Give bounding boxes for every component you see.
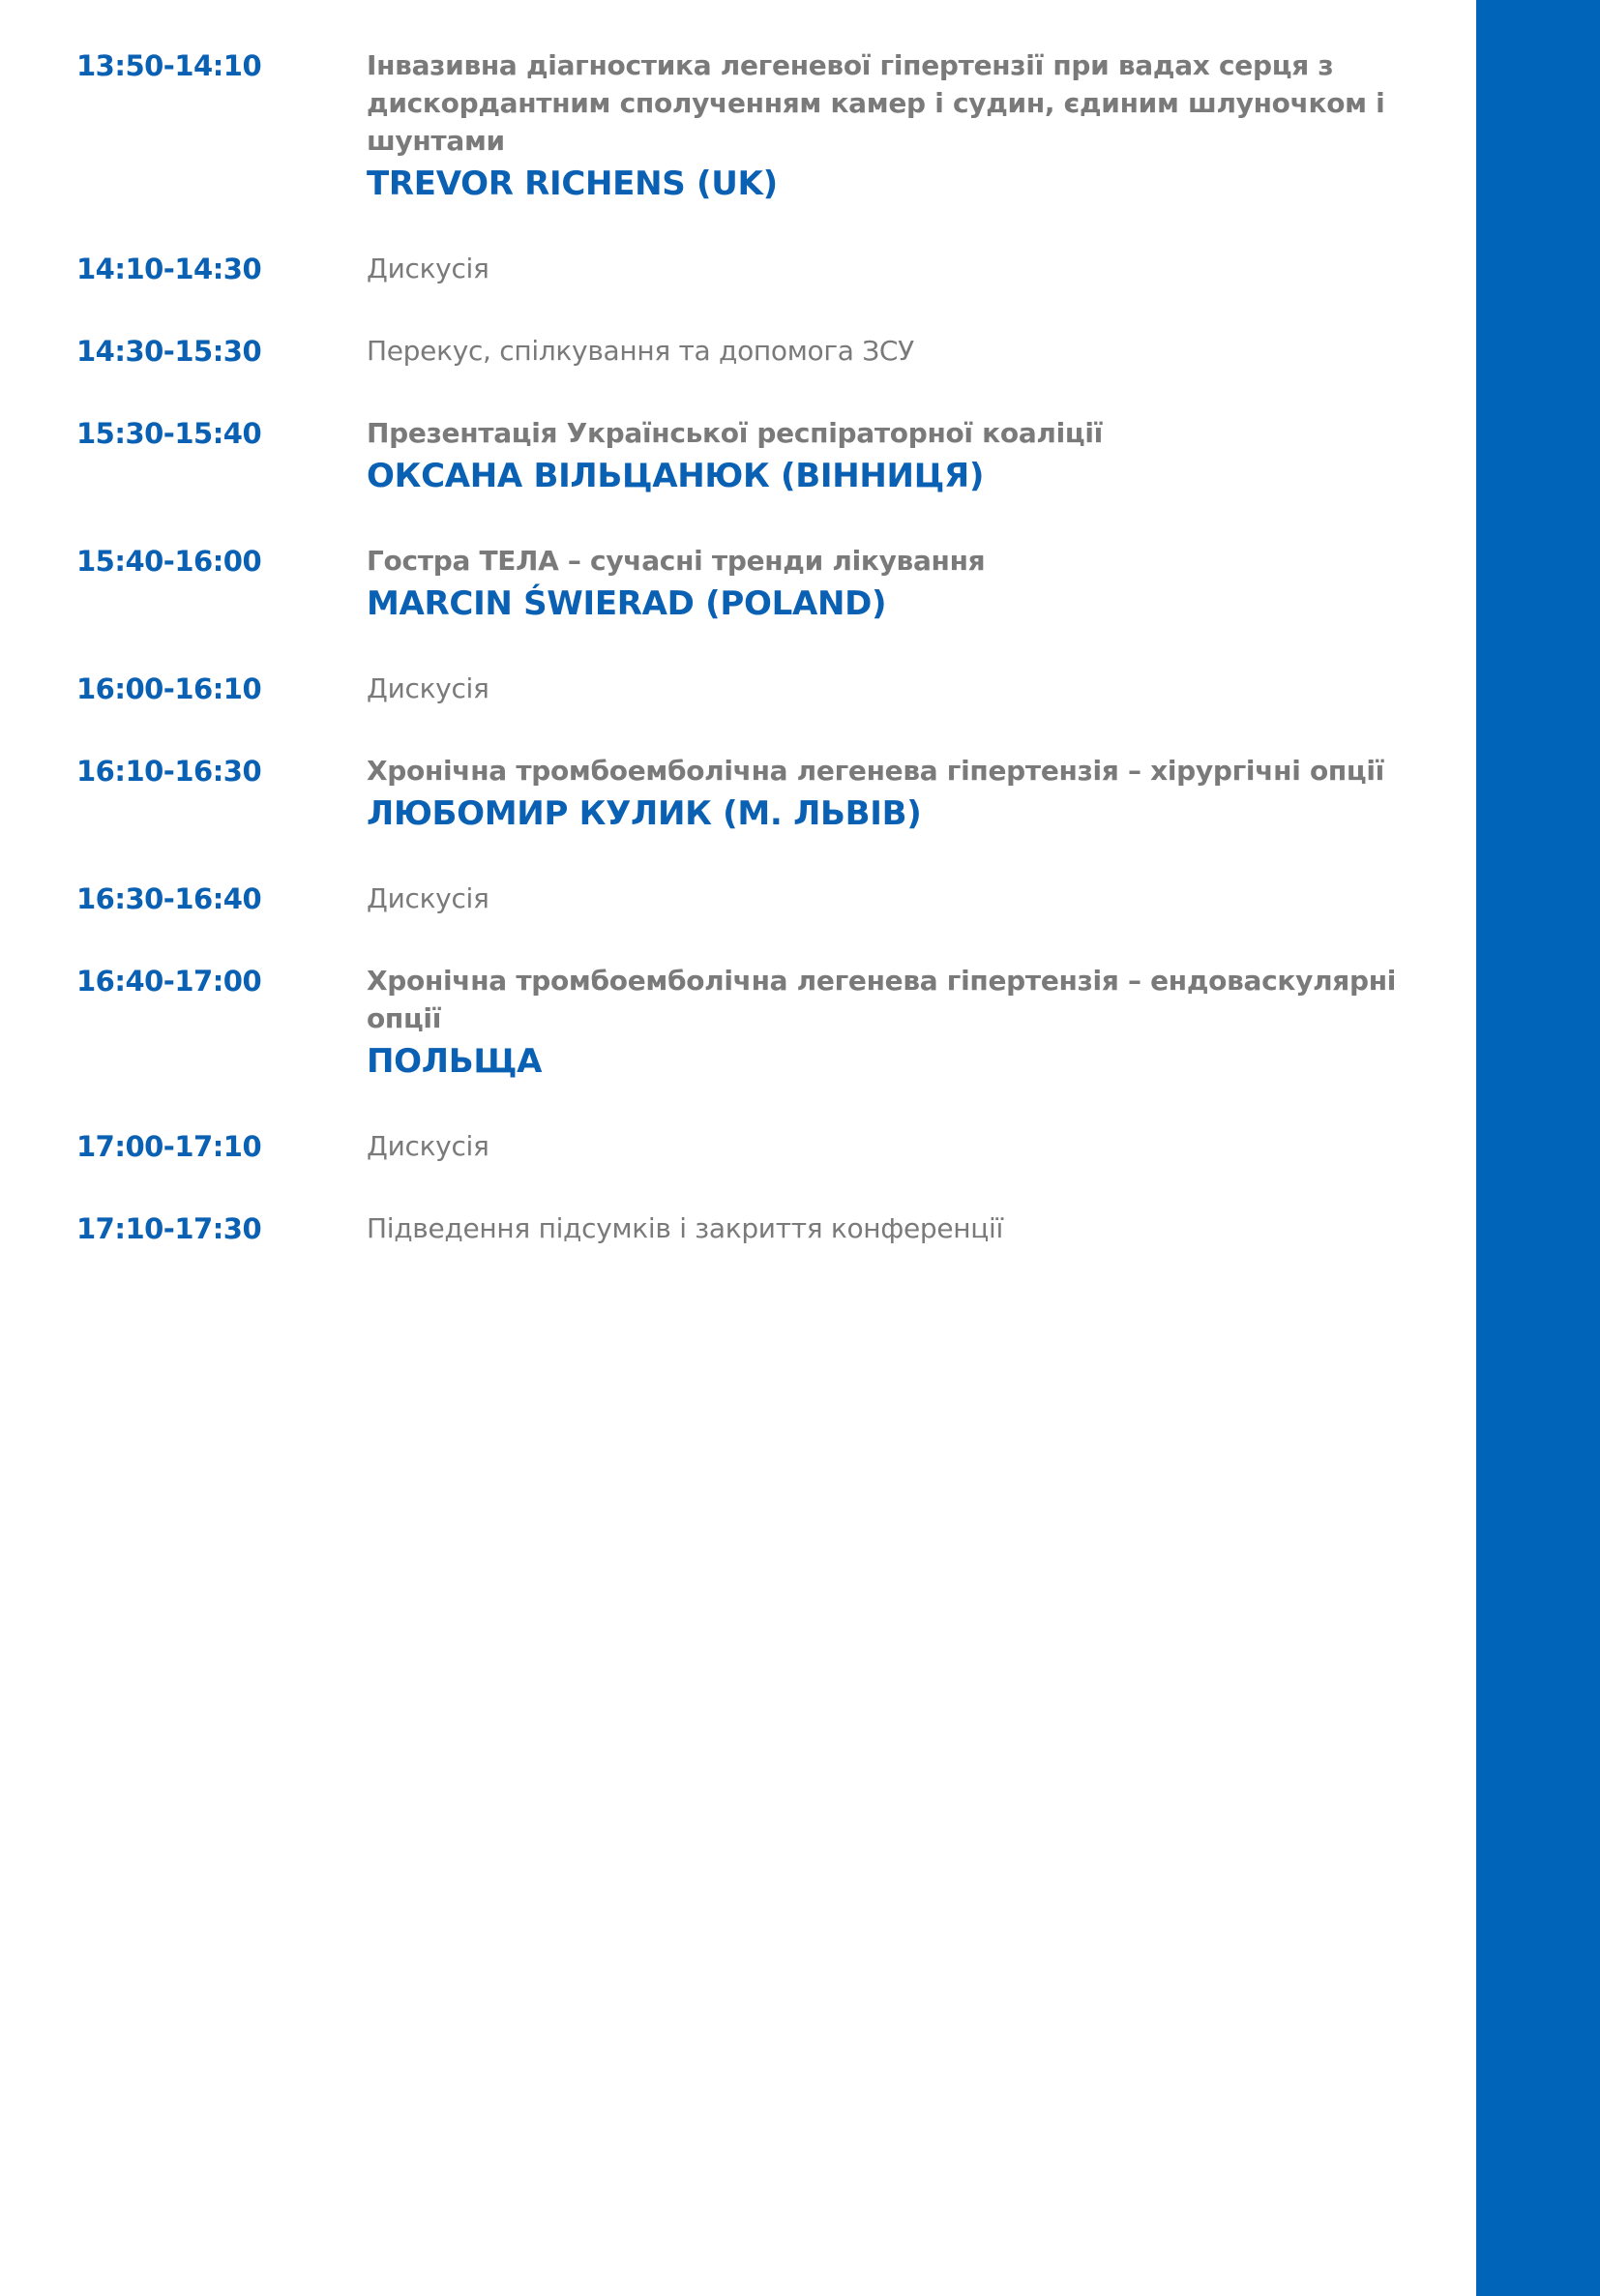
session-speaker: MARCIN ŚWIERAD (POLAND) — [367, 584, 887, 623]
session-time: 14:10-14:30 — [76, 253, 262, 285]
session-title: Дискусія — [367, 1130, 489, 1162]
session-content — [367, 332, 1450, 370]
session-time: 13:50-14:10 — [76, 49, 262, 82]
session-content — [367, 880, 1450, 917]
session-title: Дискусія — [367, 253, 489, 284]
session-content — [367, 46, 1450, 206]
schedule-row — [76, 880, 1450, 918]
schedule-row — [76, 670, 1450, 708]
schedule-row — [76, 1209, 1450, 1248]
session-speaker: ЛЮБОМИР КУЛИК (М. ЛЬВІВ) — [367, 794, 922, 833]
session-time: 16:40-17:00 — [76, 965, 262, 998]
schedule-row — [76, 542, 1450, 626]
session-content — [367, 250, 1450, 287]
session-time: 14:30-15:30 — [76, 335, 262, 368]
session-time: 17:10-17:30 — [76, 1212, 262, 1245]
session-title: Гостра ТЕЛА – сучасні тренди лікування — [367, 545, 986, 577]
session-title: Презентація Української респіраторної коаліції — [367, 417, 1103, 449]
schedule-row — [76, 752, 1450, 836]
side-accent-bar — [1476, 0, 1600, 2296]
session-speaker: ПОЛЬЩА — [367, 1042, 543, 1081]
session-content — [367, 752, 1450, 836]
schedule-row — [76, 46, 1450, 206]
schedule-list — [76, 46, 1450, 1292]
schedule-row — [76, 1127, 1450, 1166]
schedule-row — [76, 250, 1450, 288]
session-title: Перекус, спілкування та допомога ЗСУ — [367, 335, 914, 367]
session-time: 16:00-16:10 — [76, 672, 262, 705]
session-content — [367, 962, 1450, 1084]
session-content — [367, 1209, 1450, 1247]
session-time: 16:10-16:30 — [76, 755, 262, 788]
session-content — [367, 670, 1450, 707]
session-title: Інвазивна діагностика легеневої гіпертензії при вадах серця з дискордантним сполученням камер і судин, єдиним шлуночком і шунтами — [367, 49, 1385, 157]
session-speaker: TREVOR RICHENS (UK) — [367, 164, 778, 203]
schedule-row — [76, 414, 1450, 498]
session-time: 15:30-15:40 — [76, 417, 262, 450]
session-title: Хронічна тромбоемболічна легенева гіпертензія – ендоваскулярні опції — [367, 965, 1397, 1034]
session-title: Дискусія — [367, 882, 489, 914]
session-title: Підведення підсумків і закриття конференції — [367, 1212, 1004, 1244]
session-content — [367, 1127, 1450, 1165]
session-title: Дискусія — [367, 672, 489, 704]
session-time: 15:40-16:00 — [76, 545, 262, 578]
session-time: 16:30-16:40 — [76, 882, 262, 915]
schedule-row — [76, 962, 1450, 1084]
session-time: 17:00-17:10 — [76, 1130, 262, 1163]
session-content — [367, 414, 1450, 498]
schedule-row — [76, 332, 1450, 371]
session-content — [367, 542, 1450, 626]
session-title: Хронічна тромбоемболічна легенева гіпертензія – хірургічні опції — [367, 755, 1384, 787]
session-speaker: ОКСАНА ВІЛЬЦАНЮК (ВІННИЦЯ) — [367, 457, 985, 495]
